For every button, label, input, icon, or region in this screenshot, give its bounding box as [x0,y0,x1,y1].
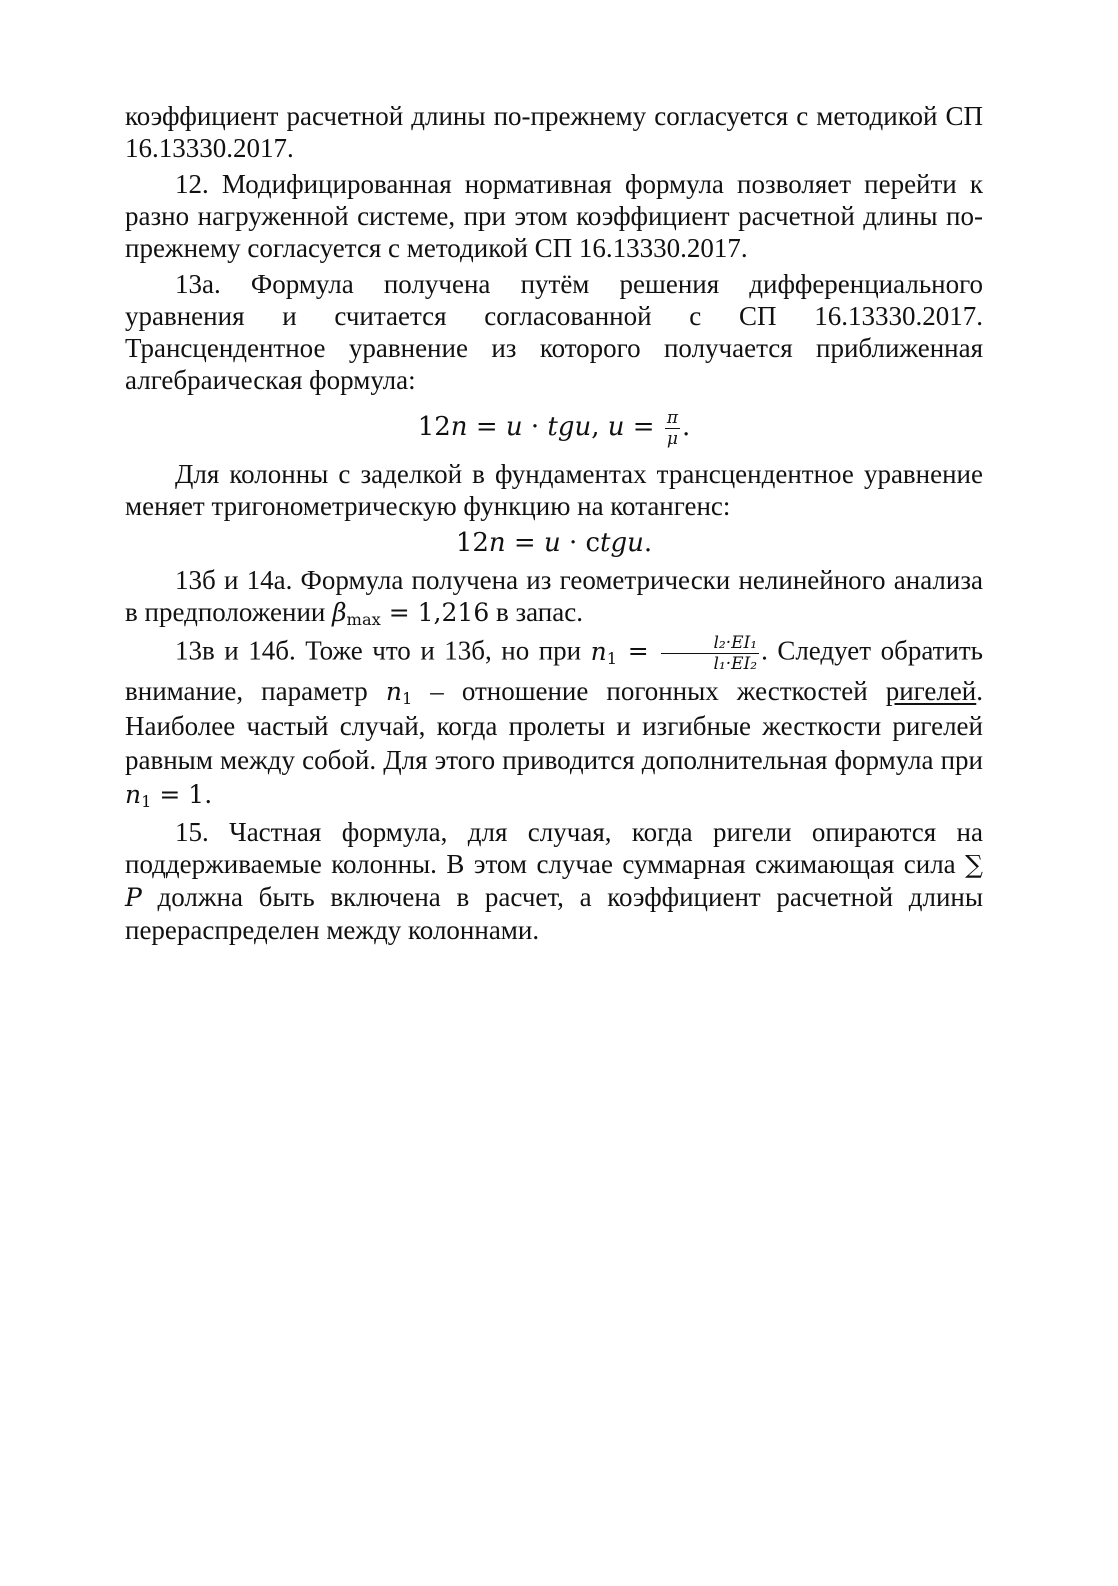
beta-symbol: 𝛽$_{max}$ [332,598,381,630]
paragraph-12: 12. Модифицированная нормативная формула позволяет перейти к разно нагруженной системе, при этом коэффициент расчетной длины по-прежнему согласуется с методикой СП 16.13330.2017. [125,169,983,263]
paragraph-13b-text: 13б и 14а. Формула получена из геометрически нелинейного анализа в предположении [125,565,983,627]
beta-value: = 1,216 [380,598,490,627]
beta-subscript: max [346,610,381,630]
n1-symbol-3: 𝑛$_1$ [125,780,152,812]
paragraph-13v-rest: . Наиболее частый случай, когда пролеты и изгибные жесткости ригелей равным между собой. Для этого приводится дополнительная формула при [125,676,983,775]
paragraph-13v-after-fraction: . Следует обратить внимание, параметр [125,635,983,706]
paragraph-13b-14a [125,564,983,629]
paragraph-continuation: коэффициент расчетной длины по-прежнему согласуется с методикой СП 16.13330.2017. [125,101,983,163]
stiffness-ratio-denominator: l₁·EI₂ [713,654,758,674]
n1-symbol: 𝑛$_1$ [590,636,618,668]
formula-tangent [125,400,983,454]
paragraph-15 [125,816,983,946]
paragraph-13v-mid: – отношение погонных жесткостей [412,676,886,706]
formula-tangent-lhs: 12𝑛 = 𝑢 · 𝑡𝑔𝑢, 𝑢 = [417,412,663,442]
paragraph-15-end: должна быть включена в расчет, а коэффициент расчетной длины перераспределен между колоннами. [125,882,983,945]
stiffness-ratio-numerator: l₂·EI₁ [661,633,759,654]
formula-pi-over-mu [665,408,680,449]
underlined-word: ригелей [885,676,977,706]
paragraph-13v-14b [125,633,983,812]
paragraph-column-embedded: Для колонны с заделкой в фундаментах трансцендентное уравнение меняет тригонометрическую функцию на котангенс: [125,459,983,521]
sum-p-symbol: ∑ 𝑃 [125,850,983,912]
stiffness-ratio-fraction [661,633,759,674]
paragraph-13a: 13а. Формула получена путём решения дифференциального уравнения и считается согласованной с СП 16.13330.2017. Трансцендентное уравнение из которого получается приближенная алгебраическая формула: [125,269,983,395]
paragraph-13b-end: в запас. [489,597,583,627]
equals-sign: = [617,636,660,666]
formula-cotangent: 12𝑛 = 𝑢 · c𝑡𝑔𝑢. [455,528,653,558]
fraction-numerator: π [666,407,679,428]
n1-equals-one: = 1. [151,780,213,809]
n1-symbol-2: 𝑛$_1$ [385,677,413,709]
formula-tangent-end: . [682,412,691,442]
fraction-denominator: μ [666,428,678,449]
paragraph-15-text: 15. Частная формула, для случая, когда ригели опираются на поддерживаемые колонны. В этом случае суммарная сжимающая сила [125,817,983,879]
document-body [125,100,983,950]
paragraph-13v-text: 13в и 14б. Тоже что и 13б, но при [175,635,591,666]
